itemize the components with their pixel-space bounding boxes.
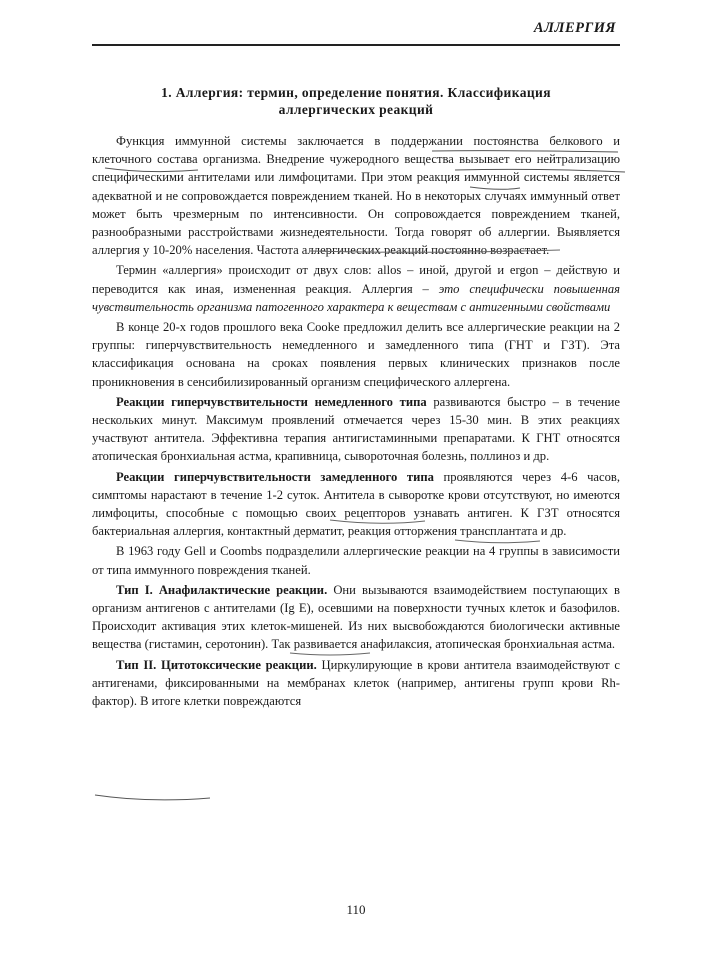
section-title-line-1: 1. Аллергия: термин, определение понятия. Классификация (161, 85, 551, 100)
type-2-term: Тип II. Цитотоксические реакции. (116, 657, 317, 672)
delayed-type-term: Реакции гиперчувствительности замедленного типа (116, 469, 434, 484)
paragraph-4-text: развиваются быстро – в течение нескольких минут. Максимум проявлений отмечается через 15-30 мин. В этих реакциях участвуют антитела. Эффективна терапия антигистаминными препаратами. К ГНТ относятся атопическая бронхиальная астма, крапивница, сывороточная болезнь, поллиноз и др. (92, 394, 620, 464)
header-rule (92, 44, 620, 46)
paragraph-6: В 1963 году Gell и Coombs подразделили аллергические реакции на 4 группы в зависимости от типа иммунного повреждения тканей. (92, 544, 620, 577)
allergy-definition: это специфически повышенная чувствительность организма патогенного характера к веществам с антигенными свойствами (92, 281, 620, 314)
type-1-term: Тип I. Анафилактические реакции. (116, 582, 328, 597)
paragraph-8 (92, 656, 620, 711)
body-text (92, 132, 620, 710)
page-number: 110 (346, 902, 366, 917)
paragraph-8-text: Циркулирующие в крови антитела взаимодействуют с антигенами, фиксированными на мембранах клеток (например, антигены групп крови Rh-фактор). В итоге клетки повреждаются (92, 657, 620, 709)
paragraph-7-text: Они вызываются взаимодействием поступающих в организм антигенов с антителами (Ig E), осевшими на поверхности тучных клеток и базофилов. Происходит активация этих клеток-мишеней. Из них высвобождаются биологически активные вещества (гистамин, серотонин). Так развивается анафилаксия, атопическая бронхиальная астма. (92, 582, 621, 652)
paragraph-4 (92, 393, 620, 466)
paragraph-2 (92, 261, 620, 316)
paragraph-5 (92, 468, 620, 541)
section-title-line-2: аллергических реакций (278, 102, 434, 117)
paragraph-3: В конце 20-х годов прошлого века Cooke предложил делить все аллергические реакции на 2 группы: гиперчувствительность немедленного и замедленного типа (ГНТ и ГЗТ). Эта классификация основана на сроках появления первых клинических признаков после проникновения в сенсибилизированный организм специфического аллергена. (92, 320, 620, 389)
pen-underline (95, 795, 210, 800)
paragraph-1: Функция иммунной системы заключается в поддержании постоянства белкового и клеточного состава организма. Внедрение чужеродного вещества вызывает его нейтрализацию специфическими антителами или лимфоцитами. При этом реакция иммунной системы является адекватной и не сопровождается повреждением тканей. Но в некоторых случаях иммунный ответ может быть чрезмерным по интенсивности. Он сопровождается повреждением тканей, разнообразными расстройствами жизнедеятельности. Тогда говорят об аллергии. Выявляется аллергия у 10-20% населения. Частота аллергических реакций постоянно возрастает. (92, 134, 620, 258)
running-head: АЛЛЕРГИЯ (533, 20, 616, 36)
paragraph-5-text: проявляются через 4-6 часов, симптомы нарастают в течение 1-2 суток. Антитела в сыворотке крови отсутствуют, но имеются лимфоциты, способные с помощью своих рецепторов узнавать антиген. К ГЗТ относятся бактериальная аллергия, контактный дерматит, реакция отторжения трансплантата и др. (92, 469, 620, 539)
paragraph-2-text: Термин «аллергия» происходит от двух слов: allos – иной, другой и ergon – действую и переводится как иная, измененная реакция. Аллергия – (92, 263, 620, 296)
section-title (92, 84, 620, 118)
immediate-type-term: Реакции гиперчувствительности немедленного типа (116, 394, 427, 409)
paragraph-7 (92, 581, 620, 654)
